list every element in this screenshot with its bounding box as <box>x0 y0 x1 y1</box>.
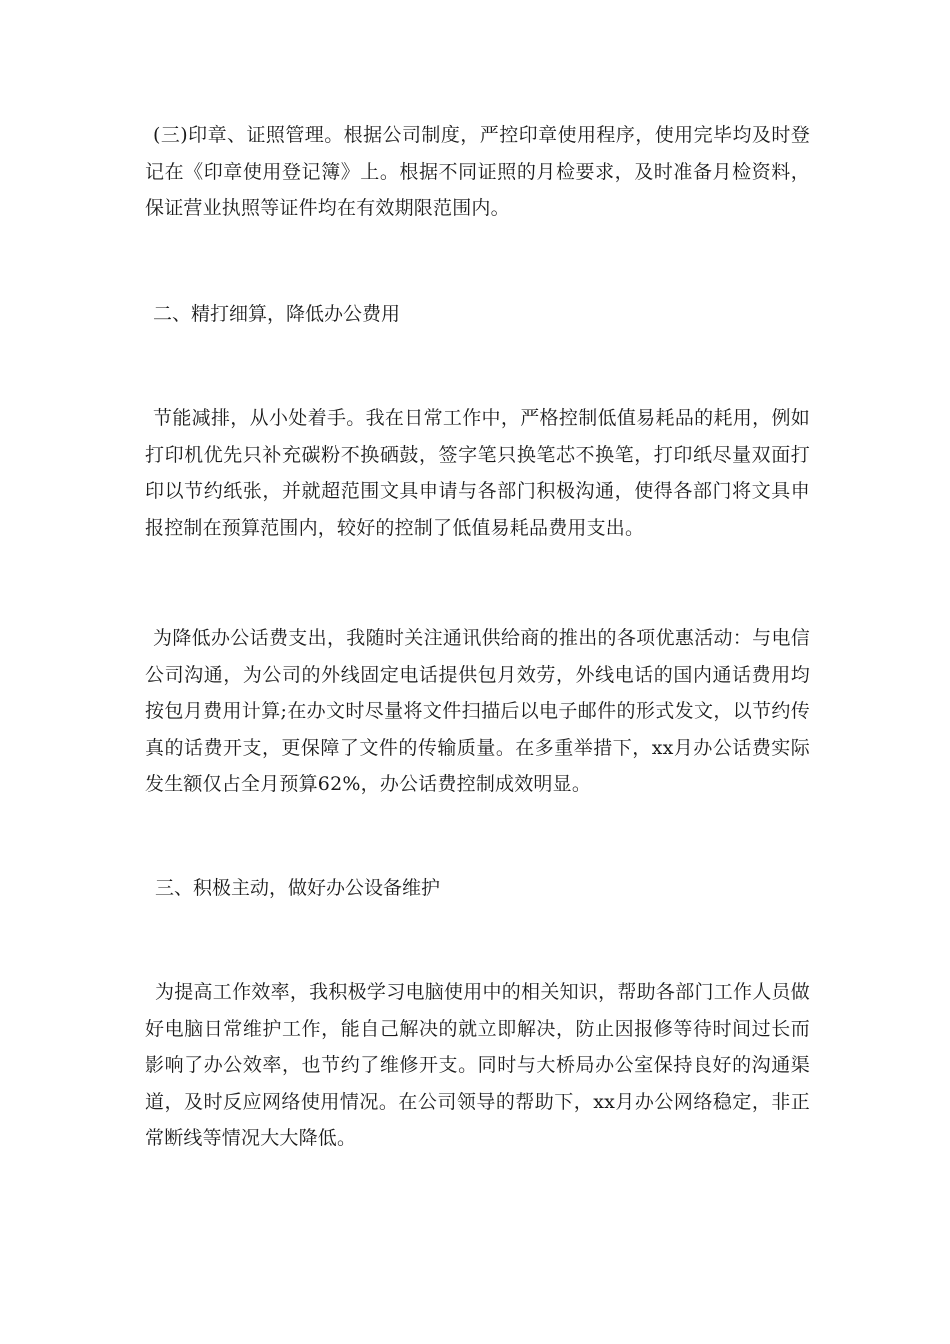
section-heading-cost-saving: 二、精打细算，降低办公费用 <box>153 303 401 325</box>
paragraph-phone-cost-reduction: 为降低办公话费支出，我随时关注通讯供给商的推出的各项优惠活动：与电信公司沟通，为公司的外线固定电话提供包月效劳，外线电话的国内通话费用均按包月费用计算;在办文时尽量将文件扫描后以电子邮件的形式发文，以节约传真的话费开支，更保障了文件的传输质量。在多重举措下，xx月办公话费实际发生额仅占全月预算62%，办公话费控制成效明显。 <box>145 627 810 795</box>
paragraph-energy-saving: 节能减排，从小处着手。我在日常工作中，严格控制低值易耗品的耗用，例如打印机优先只补充碳粉不换硒鼓，签字笔只换笔芯不换笔，打印纸尽量双面打印以节约纸张，并就超范围文具申请与各部门积极沟通，使得各部门将文具申报控制在预算范围内，较好的控制了低值易耗品费用支出。 <box>145 407 810 539</box>
paragraph-computer-maintenance: 为提高工作效率，我积极学习电脑使用中的相关知识，帮助各部门工作人员做好电脑日常维护工作，能自己解决的就立即解决，防止因报修等待时间过长而影响了办公效率，也节约了维修开支。同时与大桥局办公室保持良好的沟通渠道，及时反应网络使用情况。在公司领导的帮助下，xx月办公网络稳定，非正常断线等情况大大降低。 <box>145 981 810 1149</box>
paragraph-seal-license-management: (三)印章、证照管理。根据公司制度，严控印章使用程序，使用完毕均及时登记在《印章使用登记簿》上。根据不同证照的月检要求，及时准备月检资料，保证营业执照等证件均在有效期限范围内。 <box>145 124 810 219</box>
section-heading-equipment-maintenance: 三、积极主动，做好办公设备维护 <box>155 877 441 899</box>
